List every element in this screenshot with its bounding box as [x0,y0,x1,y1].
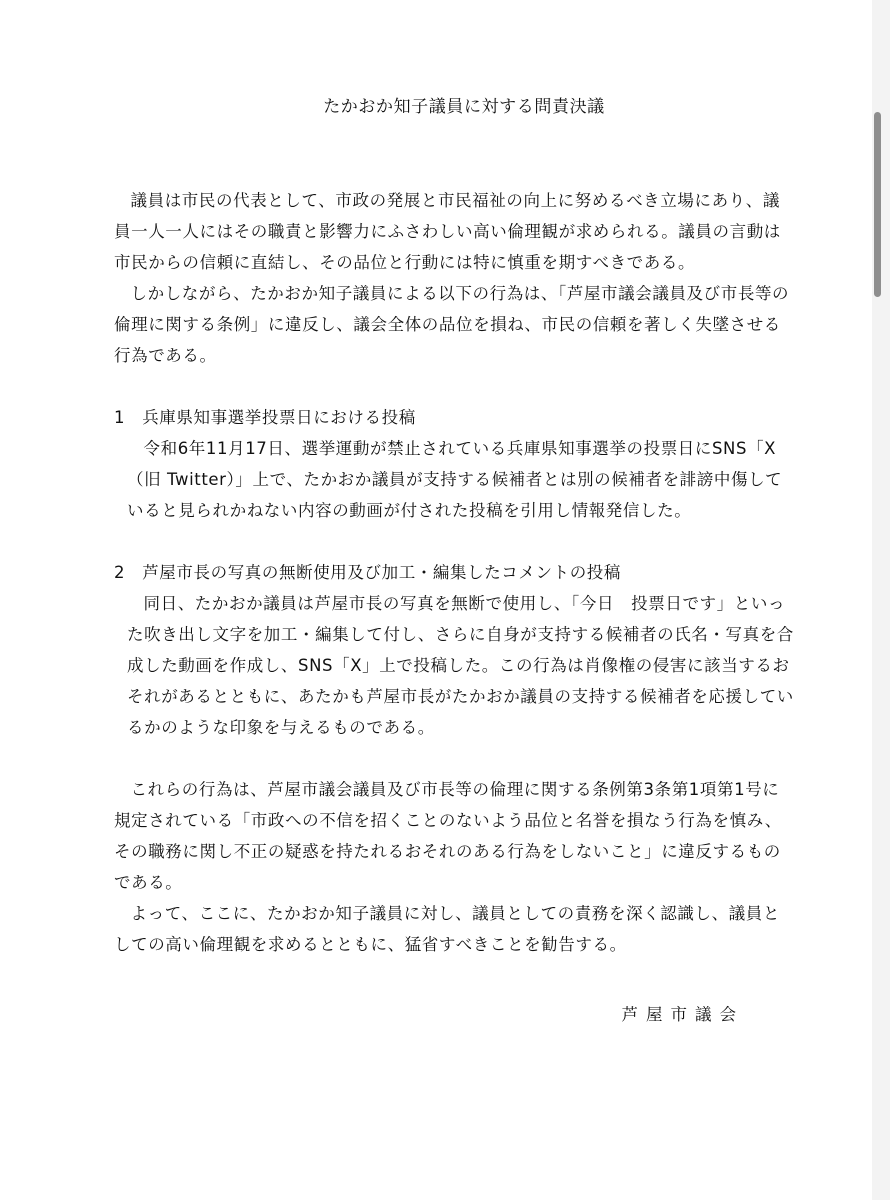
intro-paragraph-2: しかしながら、たかおか知子議員による以下の行為は、「芦屋市議会議員及び市長等の倫理に関する条例」に違反し、議会全体の品位を損ね、市民の信頼を著しく失墜させる行為である。 [114,284,790,365]
closing-paragraph-1: これらの行為は、芦屋市議会議員及び市長等の倫理に関する条例第3条第1項第1号に規定されている「市政への不信を招くことのないよう品位と名誉を損なう行為を慎み、その職務に関し不正の疑惑を持たれるおそれのある行為をしないこと」に違反するものである。 [114,780,782,892]
closing-paragraph-2: よって、ここに、たかおか知子議員に対し、議員としての責務を深く認識し、議員としての高い倫理観を求めるとともに、猛省すべきことを勧告する。 [114,904,780,954]
item-1-body: 令和6年11月17日、選挙運動が禁止されている兵庫県知事選挙の投票日にSNS「X（旧 Twitter）」上で、たかおか議員が支持する候補者とは別の候補者を誹謗中傷していると見られかねない内容の動画が付された投稿を引用し情報発信した。 [127,439,783,520]
spacer [114,526,794,557]
signature: 芦屋市議会 [621,1005,744,1024]
spacer [114,371,794,402]
item-2-body: 同日、たかおか議員は芦屋市長の写真を無断で使用し、「今日 投票日です」といった吹き出し文字を加工・編集して付し、さらに自身が支持する候補者の氏名・写真を合成した動画を作成し、SNS「X」上で投稿した。この行為は肖像権の侵害に該当するおそれがあるとともに、あたかも芦屋市長がたかおか議員の支持する候補者を応援しているかのような印象を与えるものである。 [127,594,794,737]
spacer [114,743,794,774]
document-title: たかおか知子議員に対する問責決議 [323,97,605,117]
item-1-heading: 1 兵庫県知事選挙投票日における投稿 [114,408,416,427]
resolution-document [114,92,794,1030]
vertical-scrollbar[interactable] [874,112,881,297]
intro-paragraph-1: 議員は市民の代表として、市政の発展と市民福祉の向上に努めるべき立場にあり、議員一人一人にはその職責と影響力にふさわしい高い倫理観が求められる。議員の言動は市民からの信頼に直結し、その品位と行動には特に慎重を期すべきである。 [114,191,781,272]
item-2-heading: 2 芦屋市長の写真の無断使用及び加工・編集したコメントの投稿 [114,563,621,582]
